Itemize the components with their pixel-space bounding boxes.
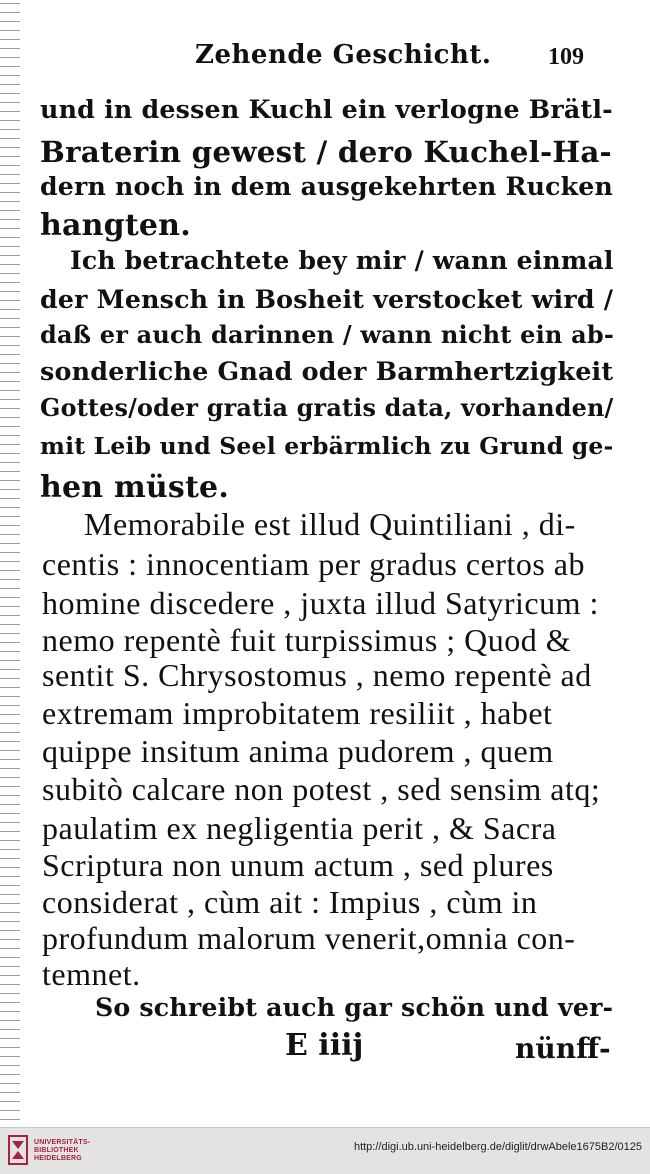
university-seal-icon (8, 1135, 28, 1165)
text-line: quippe insitum anima pudorem , quem (42, 733, 554, 769)
text-line: Memorabile est illud Quintiliani , di- (84, 506, 576, 542)
text-line: paulatim ex negligentia perit , & Sacra (42, 810, 557, 846)
library-logo-text (34, 1139, 90, 1163)
text-line: Gottes/oder gratia gratis data, vorhanden/ (40, 394, 614, 422)
text-line: profundum malorum venerit,omnia con- (42, 920, 576, 956)
running-title: Zehende Geschicht. (195, 40, 492, 70)
text-line: sonderliche Gnad oder Barmhertzigkeit (40, 356, 614, 386)
text-line: So schreibt auch gar schön und ver- (95, 992, 614, 1022)
text-line: nemo repentè fuit turpissimus ; Quod & (42, 622, 572, 658)
text-line: considerat , cùm ait : Impius , cùm in (42, 884, 538, 920)
text-line: hen müste. (40, 470, 229, 505)
text-line: hangten. (40, 208, 191, 243)
text-line: und in dessen Kuchl ein verlogne Brätl- (40, 94, 613, 124)
text-line: subitò calcare non potest , sed sensim atq; (42, 771, 601, 807)
catchword: nünff- (515, 1032, 611, 1065)
binding-edge-shadow (0, 0, 20, 1127)
text-line: homine discedere , juxta illud Satyricum : (42, 585, 599, 621)
text-line: Scriptura non unum actum , sed plures (42, 847, 554, 883)
text-line: Ich betrachtete bey mir / wann einmal (70, 246, 614, 275)
text-line: dern noch in dem ausgekehrten Rucken (40, 171, 614, 201)
permalink-url[interactable]: http://digi.ub.uni-heidelberg.de/diglit/drwAbele1675B2/0125 (353, 1141, 642, 1153)
text-line: centis : innocentiam per gradus certos ab (42, 546, 585, 582)
signature-mark: E iiij (285, 1028, 364, 1063)
text-line: extremam improbitatem resiliit , habet (42, 695, 553, 731)
logo-text-line: UNIVERSITÄTS- (34, 1139, 91, 1146)
text-line: Braterin gewest / dero Kuchel-Ha- (40, 134, 612, 169)
text-line: der Mensch in Bosheit verstocket wird / (40, 284, 614, 314)
text-line: sentit S. Chrysostomus , nemo repentè ad (42, 657, 592, 693)
logo-text-line: BIBLIOTHEK (34, 1147, 79, 1154)
logo-text-line: HEIDELBERG (34, 1155, 82, 1162)
text-line: mit Leib und Seel erbärmlich zu Grund ge- (40, 432, 614, 460)
viewer-footer (0, 1127, 650, 1174)
text-line: temnet. (42, 956, 141, 992)
text-line: daß er auch darinnen / wann nicht ein ab- (40, 320, 615, 349)
page-number: 109 (548, 44, 584, 70)
